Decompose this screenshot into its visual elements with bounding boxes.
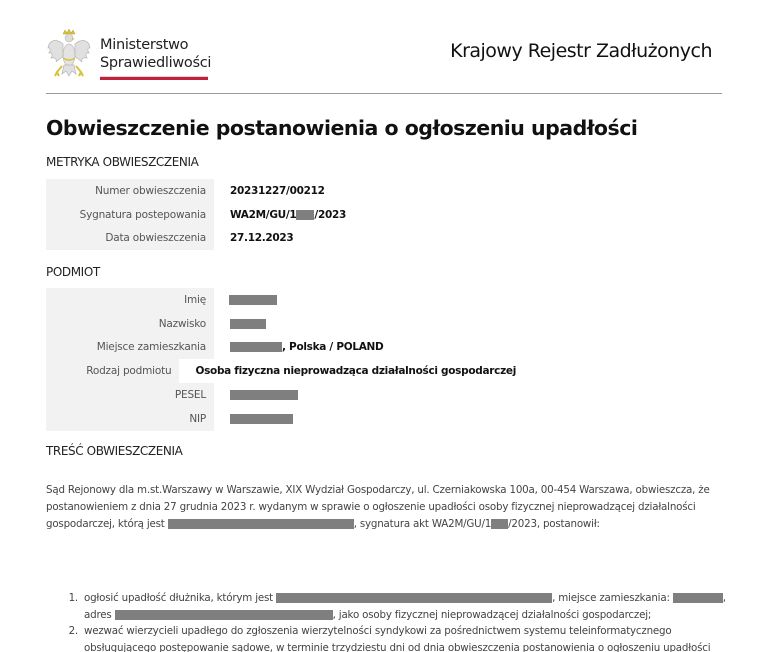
metryka-row-data [46, 227, 516, 251]
body-line: postanowieniem z dnia 27 grudnia 2023 r. wydanym w sprawie o ogłoszenie upadłości osoby fizycznej nieprowadzącej działalności [46, 501, 696, 513]
body-line: Sąd Rejonowy dla m.st.Warszawy w Warszawie, XIX Wydział Gospodarczy, ul. Czerniakowska 100a, 00-454 Warszawa, obwieszcza, że [46, 484, 710, 496]
header-divider [46, 93, 722, 94]
redaction [673, 593, 723, 603]
case-signature-suffix: /2023 [314, 208, 346, 221]
podmiot-row-miejsce [46, 336, 516, 360]
page-title: Obwieszczenie postanowienia o ogłoszeniu upadłości [46, 116, 638, 140]
redaction [296, 210, 314, 220]
text: gospodarczej, którą jest [46, 518, 168, 530]
redaction [230, 414, 293, 424]
field-label: NIP [46, 407, 214, 431]
text: ogłosić upadłość dłużnika, którym jest [84, 592, 277, 604]
polish-eagle-emblem-icon [46, 28, 92, 82]
list-number: 1. [68, 592, 78, 604]
list-number: 2. [68, 625, 78, 637]
redaction [168, 519, 354, 529]
section-heading-podmiot: PODMIOT [46, 265, 100, 279]
residence-country: , Polska / POLAND [282, 341, 384, 354]
text: wezwać wierzycieli upadłego do zgłoszenia wierzytelności syndykowi za pośrednictwem systemu teleinformatycznego [84, 625, 672, 637]
podmiot-row-pesel [46, 383, 516, 407]
announcement-number: 20231227/00212 [230, 184, 325, 197]
redaction [276, 593, 552, 603]
podmiot-row-nip [46, 407, 516, 431]
site-title: Krajowy Rejestr Zadłużonych [450, 40, 712, 62]
logo-flag-stripe [100, 76, 208, 80]
field-label: Nazwisko [46, 312, 214, 336]
metryka-row-numer [46, 179, 516, 203]
text: , sygnatura akt WA2M/GU/1 [353, 518, 492, 530]
ministry-logo[interactable] [46, 28, 211, 82]
list-item [46, 590, 726, 623]
field-label: PESEL [46, 383, 214, 407]
section-heading-tresc: TREŚĆ OBWIESZCZENIA [46, 444, 183, 458]
case-signature [214, 209, 346, 221]
podmiot-row-imie [46, 288, 516, 312]
announcement-body [46, 482, 726, 533]
redaction [229, 295, 277, 305]
text: /2023, postanowił: [508, 518, 600, 530]
text: , jako osoby fizycznej nieprowadzącej działalności gospodarczej; [332, 608, 652, 621]
ministry-name-line2: Sprawiedliwości [100, 55, 212, 71]
ministry-name-line1: Ministerstwo [100, 37, 189, 53]
ministry-name [100, 36, 211, 72]
text: adres [84, 608, 115, 621]
section-heading-metryka: METRYKA OBWIESZCZENIA [46, 155, 199, 169]
field-label: Numer obwieszczenia [46, 179, 214, 203]
text: , [722, 592, 726, 604]
field-label: Miejsce zamieszkania [46, 336, 214, 360]
site-header [46, 28, 722, 90]
field-label: Rodzaj podmiotu [46, 359, 179, 383]
text: , miejsce zamieszkania: [552, 592, 673, 604]
podmiot-row-rodzaj [46, 359, 516, 383]
podmiot-row-nazwisko [46, 312, 516, 336]
entity-type: Osoba fizyczna nieprowadząca działalności gospodarczej [195, 365, 516, 378]
announcement-date: 27.12.2023 [230, 232, 294, 245]
list-item [46, 623, 726, 652]
field-label: Data obwieszczenia [46, 227, 214, 251]
redaction [115, 610, 333, 620]
field-label: Imię [46, 288, 214, 312]
field-label: Sygnatura postepowania [46, 203, 214, 227]
metryka-table [46, 179, 516, 250]
case-signature-prefix: WA2M/GU/1 [230, 208, 297, 221]
decision-list [46, 590, 726, 652]
redaction [230, 390, 298, 400]
redaction [491, 519, 508, 529]
redaction [230, 319, 266, 329]
body-line [46, 516, 726, 533]
podmiot-table [46, 288, 516, 431]
metryka-row-sygnatura [46, 203, 516, 227]
redaction [230, 342, 282, 352]
text: obsługującego postępowanie sądowe, w terminie trzydziestu dni od dnia obwieszczenia postanowienia o ogłoszeniu upadłości [84, 641, 711, 652]
